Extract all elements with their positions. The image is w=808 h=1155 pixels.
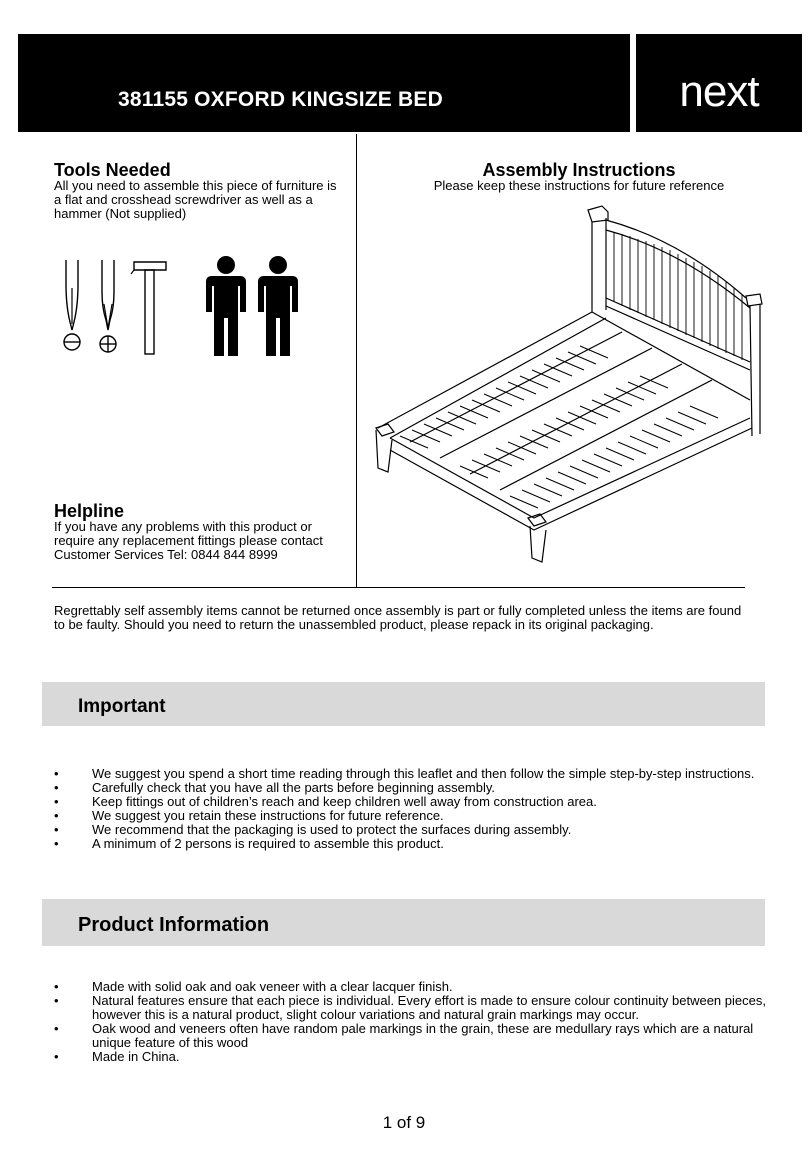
- important-list: [54, 767, 766, 851]
- bullet: •: [54, 822, 59, 837]
- product-information-section-header: [42, 899, 765, 946]
- important-heading: Important: [78, 696, 166, 717]
- list-item: • Natural features ensure that each piece is individual. Every effort is made to ensure colour continuity between pieces, however this is a natural product, slight colour variations and natural grain markings may occur.: [54, 993, 766, 1022]
- list-item: • We recommend that the packaging is used to protect the surfaces during assembly.: [54, 822, 572, 837]
- assembly-instructions-subtitle: Please keep these instructions for future reference: [433, 178, 725, 193]
- bed-illustration: [370, 200, 770, 570]
- bullet: •: [54, 794, 59, 809]
- bullet: •: [54, 1049, 59, 1064]
- document-title: 381155 OXFORD KINGSIZE BED: [118, 88, 443, 111]
- returns-policy-text: Regrettably self assembly items cannot be returned once assembly is part or fully completed unless the items are found to be faulty. Should you need to return the unassembled product, please repack in its original packaging.: [54, 603, 742, 632]
- product-information-heading: Product Information: [78, 914, 270, 936]
- list-item: • Oak wood and veneers often have random pale markings in the grain, these are medullary rays which are a natural unique feature of this wood: [54, 1021, 754, 1050]
- list-item: • Carefully check that you have all the parts before beginning assembly.: [54, 780, 495, 795]
- bullet: •: [54, 836, 59, 851]
- brand-logo: [636, 34, 802, 132]
- header-bar: [18, 34, 630, 132]
- tools-needed-text: All you need to assemble this piece of furniture is a flat and crosshead screwdriver as well as a hammer (Not supplied): [54, 178, 337, 221]
- list-item: • Made in China.: [54, 1049, 180, 1064]
- helpline-heading: Helpline: [54, 501, 125, 521]
- list-item: • We suggest you retain these instructions for future reference.: [54, 808, 444, 823]
- crosshead-screwdriver-icon: [94, 258, 124, 358]
- list-item: • Keep fittings out of children’s reach and keep children well away from construction area.: [54, 794, 597, 809]
- important-section-header: [42, 682, 765, 726]
- person-icon: [256, 256, 300, 360]
- bullet: •: [54, 766, 59, 781]
- list-item: • A minimum of 2 persons is required to assemble this product.: [54, 836, 444, 851]
- brand-logo-text: next: [679, 67, 759, 116]
- column-divider: [356, 134, 357, 588]
- tools-needed-heading: Tools Needed: [54, 160, 171, 180]
- bullet: •: [54, 993, 59, 1008]
- section-divider: [52, 587, 745, 588]
- hammer-icon: [130, 258, 172, 358]
- page-number: 1 of 9: [382, 1113, 426, 1132]
- list-item: • We suggest you spend a short time reading through this leaflet and then follow the simple step-by-step instructions.: [54, 766, 755, 781]
- bullet: •: [54, 780, 59, 795]
- bullet: •: [54, 808, 59, 823]
- person-icon: [204, 256, 248, 360]
- assembly-instructions-heading: Assembly Instructions: [482, 160, 676, 180]
- bullet: •: [54, 1021, 59, 1036]
- bullet: •: [54, 979, 59, 994]
- list-item: • Made with solid oak and oak veneer with a clear lacquer finish.: [54, 979, 453, 994]
- flat-screwdriver-icon: [58, 258, 88, 358]
- helpline-text: If you have any problems with this product or require any replacement fittings please contact Customer Services Tel: 0844 844 8999: [54, 519, 323, 562]
- product-information-list: [54, 980, 766, 1064]
